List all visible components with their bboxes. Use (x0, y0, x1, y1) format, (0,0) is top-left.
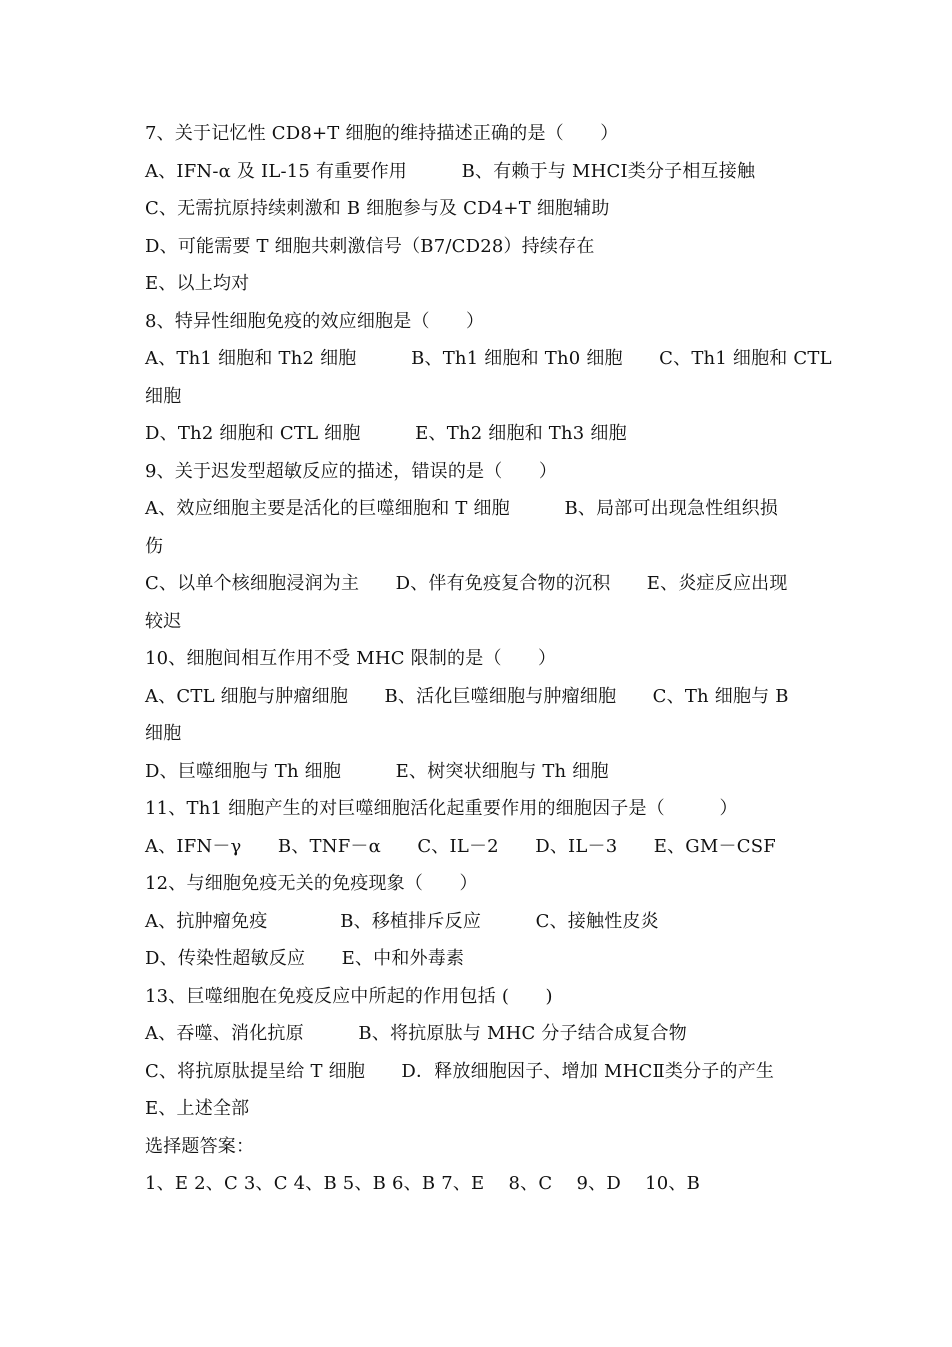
question-12-options-de: D、传染性超敏反应 E、中和外毒素 (145, 948, 465, 969)
question-9-options-ab: A、效应细胞主要是活化的巨噬细胞和 T 细胞 B、局部可出现急性组织损 (145, 498, 779, 519)
question-10-options-abc: A、CTL 细胞与肿瘤细胞 B、活化巨噬细胞与肿瘤细胞 C、Th 细胞与 B (145, 685, 789, 707)
question-13-stem: 13、巨噬细胞在免疫反应中所起的作用包括 ( ) (145, 985, 553, 1007)
question-12-options-abc: A、抗肿瘤免疫 B、移植排斥反应 C、接触性皮炎 (145, 910, 659, 932)
question-12-stem: 12、与细胞免疫无关的免疫现象（ ） (145, 873, 478, 894)
question-8-options-de: D、Th2 细胞和 CTL 细胞 E、Th2 细胞和 Th3 细胞 (145, 423, 627, 444)
question-13-options-ab: A、吞噬、消化抗原 B、将抗原肽与 MHC 分子结合成复合物 (145, 1023, 687, 1044)
answer-key: 1、E 2、C 3、C 4、B 5、B 6、B 7、E 8、C 9、D 10、B (145, 1173, 701, 1194)
question-10-options-wrap: 细胞 (145, 723, 182, 744)
question-7-options-ab: A、IFN-α 及 IL-15 有重要作用 B、有赖于与 MHCⅠ类分子相互接触 (145, 160, 756, 182)
question-9-options-cde: C、以单个核细胞浸润为主 D、伴有免疫复合物的沉积 E、炎症反应出现 (145, 573, 788, 594)
question-7-option-e: E、以上均对 (145, 273, 250, 294)
question-8-options-abc: A、Th1 细胞和 Th2 细胞 B、Th1 细胞和 Th0 细胞 C、Th1 细胞和 CTL (145, 348, 832, 369)
question-11-stem: 11、Th1 细胞产生的对巨噬细胞活化起重要作用的细胞因子是（ ） (145, 798, 738, 819)
question-9-stem: 9、关于迟发型超敏反应的描述，错误的是（ ） (145, 460, 558, 482)
question-7-option-d: D、可能需要 T 细胞共刺激信号（B7/CD28）持续存在 (145, 235, 595, 257)
question-9-options-wrap-1: 伤 (145, 535, 164, 557)
question-7-stem: 7、关于记忆性 CD8+T 细胞的维持描述正确的是（ ） (145, 123, 619, 144)
document-page (145, 115, 832, 1203)
question-11-options: A、IFN－γ B、TNF－α C、IL－2 D、IL－3 E、GM－CSF (145, 835, 776, 857)
question-10-options-de: D、巨噬细胞与 Th 细胞 E、树突状细胞与 Th 细胞 (145, 760, 609, 782)
question-13-option-e: E、上述全部 (145, 1098, 250, 1119)
question-9-options-wrap-2: 较迟 (145, 610, 182, 632)
question-7-option-c: C、无需抗原持续刺激和 B 细胞参与及 CD4+T 细胞辅助 (145, 198, 610, 219)
question-8-options-wrap: 细胞 (145, 385, 182, 407)
question-10-stem: 10、细胞间相互作用不受 MHC 限制的是（ ） (145, 648, 557, 669)
answer-key-heading: 选择题答案： (145, 1135, 255, 1157)
question-8-stem: 8、特异性细胞免疫的效应细胞是（ ） (145, 310, 485, 332)
question-13-options-cd: C、将抗原肽提呈给 T 细胞 D．释放细胞因子、增加 MHCⅡ类分子的产生 (145, 1060, 775, 1082)
